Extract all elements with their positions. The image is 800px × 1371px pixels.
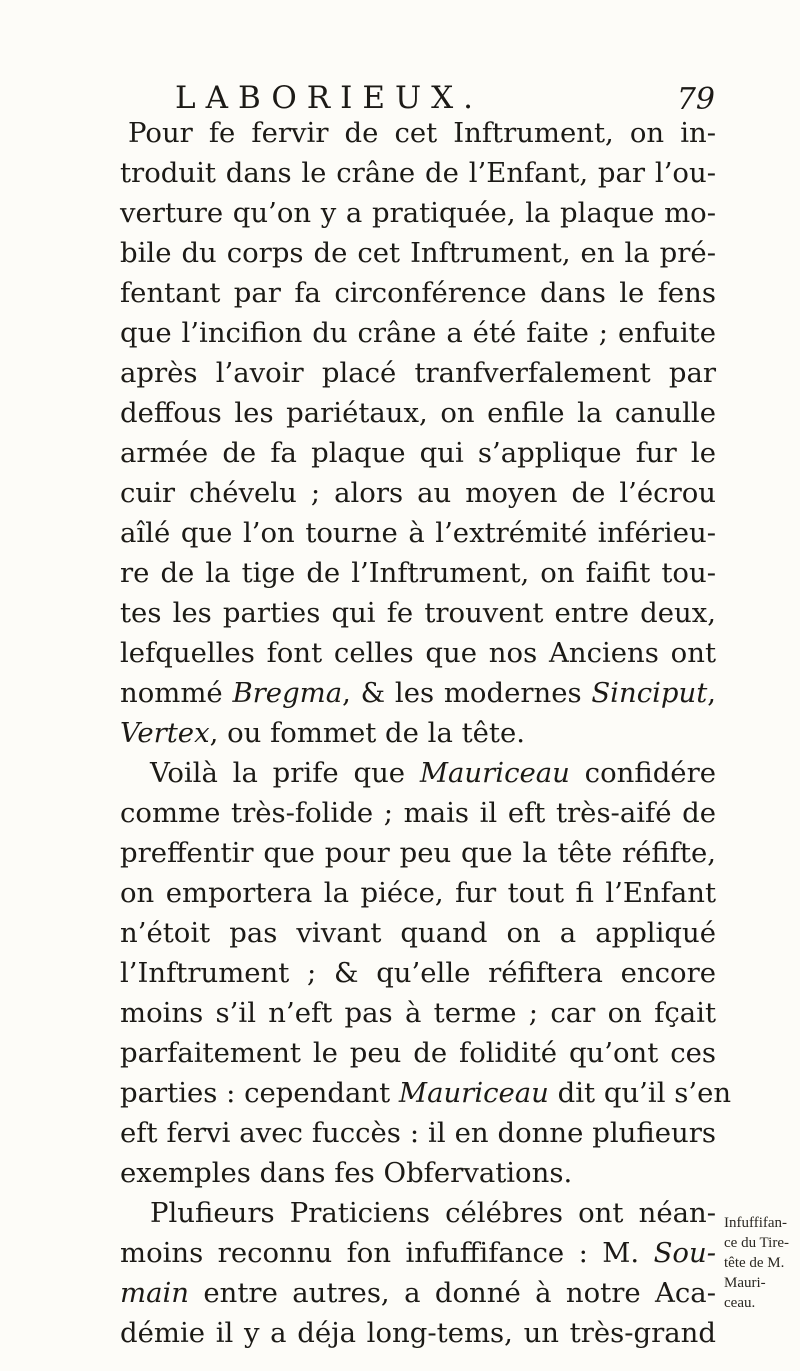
- text-line: exemples dans fes Obfervations.: [120, 1157, 573, 1189]
- text-line: deffous les pariétaux, on enfile la canulle: [120, 397, 716, 429]
- text-line: [120, 713, 716, 753]
- text-line: cuir chévelu ; alors au moyen de l’écrou: [120, 477, 716, 509]
- italic-name: Sou-: [653, 1237, 716, 1269]
- italic-name: Mauriceau: [419, 757, 570, 789]
- text-segment: , & les modernes: [342, 677, 592, 709]
- text-segment: dit qu’il s’en: [548, 1077, 732, 1109]
- text-segment: confidére: [569, 757, 716, 789]
- text-segment: entre autres, a donné à notre Aca-: [188, 1277, 716, 1309]
- text-segment: ,: [707, 677, 717, 709]
- text-segment: , ou fommet de la tête.: [209, 717, 525, 749]
- margin-note-line: ce du Tire-: [724, 1235, 789, 1251]
- text-line: troduit dans le crâne de l’Enfant, par l’ou-: [120, 157, 716, 189]
- text-line: Plufieurs Praticiens célébres ont néan-: [150, 1197, 716, 1229]
- margin-note: [724, 1213, 798, 1313]
- page-number: 79: [676, 82, 715, 117]
- text-line: moins s’il n’eft pas à terme ; car on fçait: [120, 997, 716, 1029]
- italic-term: Sinciput: [591, 677, 708, 709]
- text-line: l’Inftrument ; & qu’elle réfiftera encore: [120, 957, 716, 989]
- text-line: armée de fa plaque qui s’applique fur le: [120, 437, 716, 469]
- text-line: [120, 753, 716, 793]
- text-line: [120, 1273, 716, 1313]
- margin-note-line: ceau.: [724, 1295, 756, 1311]
- text-line: eft fervi avec fuccès : il en donne plufieurs: [120, 1117, 716, 1149]
- text-line: on emportera la piéce, fur tout fi l’Enfant: [120, 877, 716, 909]
- page-header: [175, 78, 715, 118]
- body-text: [120, 113, 732, 1353]
- italic-term: Bregma: [232, 677, 343, 709]
- text-line: démie il y a déja long-tems, un très-grand: [120, 1317, 716, 1349]
- text-line: tes les parties qui fe trouvent entre deux,: [120, 597, 716, 629]
- text-line: Pour fe fervir de cet Inftrument, on in-: [128, 117, 716, 149]
- italic-name: main: [120, 1277, 189, 1309]
- text-line: [120, 1233, 716, 1273]
- text-segment: Voilà la prife que: [150, 757, 420, 789]
- text-segment: nommé: [120, 677, 233, 709]
- text-line: parfaitement le peu de folidité qu’ont ces: [120, 1037, 716, 1069]
- text-line: après l’avoir placé tranfverfalement par: [120, 357, 716, 389]
- italic-term: Vertex: [120, 717, 210, 749]
- italic-name: Mauriceau: [398, 1077, 549, 1109]
- text-line: fentant par fa circonférence dans le fens: [120, 277, 716, 309]
- margin-note-line: tête de M.: [724, 1255, 785, 1271]
- text-segment: parties : cependant: [120, 1077, 399, 1109]
- text-line: re de la tige de l’Inftrument, on faifit tou-: [120, 557, 716, 589]
- text-line: [120, 1073, 732, 1113]
- running-head: LABORIEUX.: [175, 80, 484, 116]
- text-line: n’étoit pas vivant quand on a appliqué: [120, 917, 716, 949]
- text-line: comme très-folide ; mais il eft très-aifé de: [120, 797, 716, 829]
- text-line: bile du corps de cet Inftrument, en la pré-: [120, 237, 716, 269]
- text-line: verture qu’on y a pratiquée, la plaque mo-: [120, 197, 716, 229]
- text-segment: moins reconnu fon infuffifance : M.: [120, 1237, 654, 1269]
- text-line: [120, 673, 716, 713]
- margin-note-line: Mauri-: [724, 1275, 766, 1291]
- text-line: preffentir que pour peu que la tête réfifte,: [120, 837, 716, 869]
- margin-note-line: Infuffifan-: [724, 1215, 788, 1231]
- text-line: que l’incifion du crâne a été faite ; enfuite: [120, 317, 716, 349]
- text-line: aîlé que l’on tourne à l’extrémité inférieu-: [120, 517, 716, 549]
- text-line: lefquelles font celles que nos Anciens ont: [120, 637, 716, 669]
